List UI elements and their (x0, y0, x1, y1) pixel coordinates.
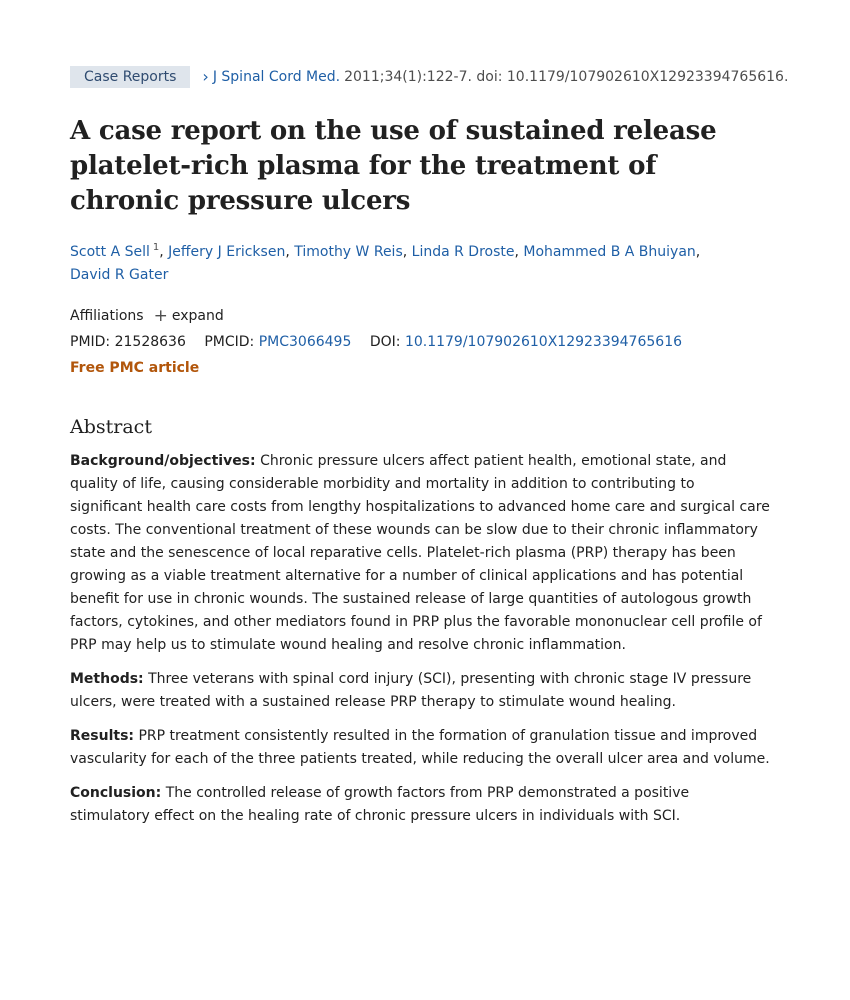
free-pmc-row (70, 355, 770, 381)
abstract-section-conclusion (70, 782, 770, 828)
expand-label: expand (171, 308, 224, 324)
doi-link[interactable]: 10.1179/107902610X12923394765616 (404, 334, 683, 350)
affiliations-label: Affiliations (70, 308, 144, 324)
publication-type-badge[interactable]: Case Reports (70, 66, 190, 88)
plus-icon: + (153, 306, 168, 326)
doi-label: DOI: (369, 334, 401, 350)
affiliations-expand-button[interactable] (154, 303, 224, 329)
article-title: A case report on the use of sustained release platelet-rich plasma for the treatment of chronic pressure ulcers (70, 116, 717, 216)
chevron-right-icon: › (202, 67, 209, 86)
section-text: Chronic pressure ulcers affect patient health, emotional state, and quality of life, causing considerable morbidity and mortality in addition to contributing to significant health care costs from lengthy hospitalizations to advanced home care and surgical care costs. The conventional treatment of these wounds can be slow due to their chronic inflammatory state and the senescence of local reparative cells. Platelet-rich plasma (PRP) therapy has been growing as a viable treatment alternative for a number of clinical applications and has potential benefit for use in chronic wounds. The sustained release of large quantities of autologous growth factors, cytokines, and other mediators found in PRP plus the favorable mononuclear cell profile of PRP may help us to stimulate wound healing and resolve chronic inflammation. (70, 453, 770, 653)
section-text: PRP treatment consistently resulted in the formation of granulation tissue and improved vascularity for each of the three patients treated, while reducing the overall ulcer area and volume. (70, 728, 770, 767)
pmid-label: PMID: (70, 334, 111, 350)
author-link[interactable]: Timothy W Reis (294, 244, 403, 260)
section-text: The controlled release of growth factors from PRP demonstrated a positive stimulatory effect on the healing rate of chronic pressure ulcers in individuals with SCI. (70, 785, 690, 824)
free-pmc-link[interactable]: Free PMC article (70, 360, 200, 376)
affiliations-row (70, 303, 770, 329)
identifiers-row (70, 329, 770, 355)
abstract-heading: Abstract (70, 416, 152, 438)
citation-text: 2011;34(1):122-7. doi: 10.1179/107902610X12923394765616. (344, 69, 789, 85)
article-meta (70, 303, 770, 381)
section-label: Results: (70, 728, 134, 744)
abstract-section-methods (70, 668, 770, 714)
article-header (70, 66, 789, 88)
author-link[interactable]: Jeffery J Ericksen (168, 244, 286, 260)
author-link[interactable]: Mohammed B A Bhuiyan (523, 244, 696, 260)
section-text: Three veterans with spinal cord injury (SCI), presenting with chronic stage IV pressure ulcers, were treated with a sustained release PRP therapy to stimulate wound healing. (70, 671, 752, 710)
abstract-body (70, 450, 770, 828)
pmcid-label: PMCID: (204, 334, 255, 350)
abstract-section-results (70, 725, 770, 771)
journal-link[interactable]: J Spinal Cord Med. (212, 69, 341, 85)
section-label: Background/objectives: (70, 453, 256, 469)
author-link[interactable]: Linda R Droste (411, 244, 515, 260)
pmcid-link[interactable]: PMC3066495 (258, 334, 352, 350)
authors-list: Scott A Sell 1, Jeffery J Ericksen, Timothy W Reis, Linda R Droste, Mohammed B A Bhuiyan, David R Gater (70, 242, 701, 283)
affiliation-ref[interactable]: 1 (152, 242, 160, 254)
author-link[interactable]: David R Gater (70, 267, 169, 283)
pmid-value: 21528636 (114, 334, 186, 350)
section-label: Conclusion: (70, 785, 162, 801)
section-label: Methods: (70, 671, 144, 687)
article-content (70, 66, 789, 828)
abstract-section-background (70, 450, 770, 657)
author-link[interactable]: Scott A Sell (70, 244, 150, 260)
